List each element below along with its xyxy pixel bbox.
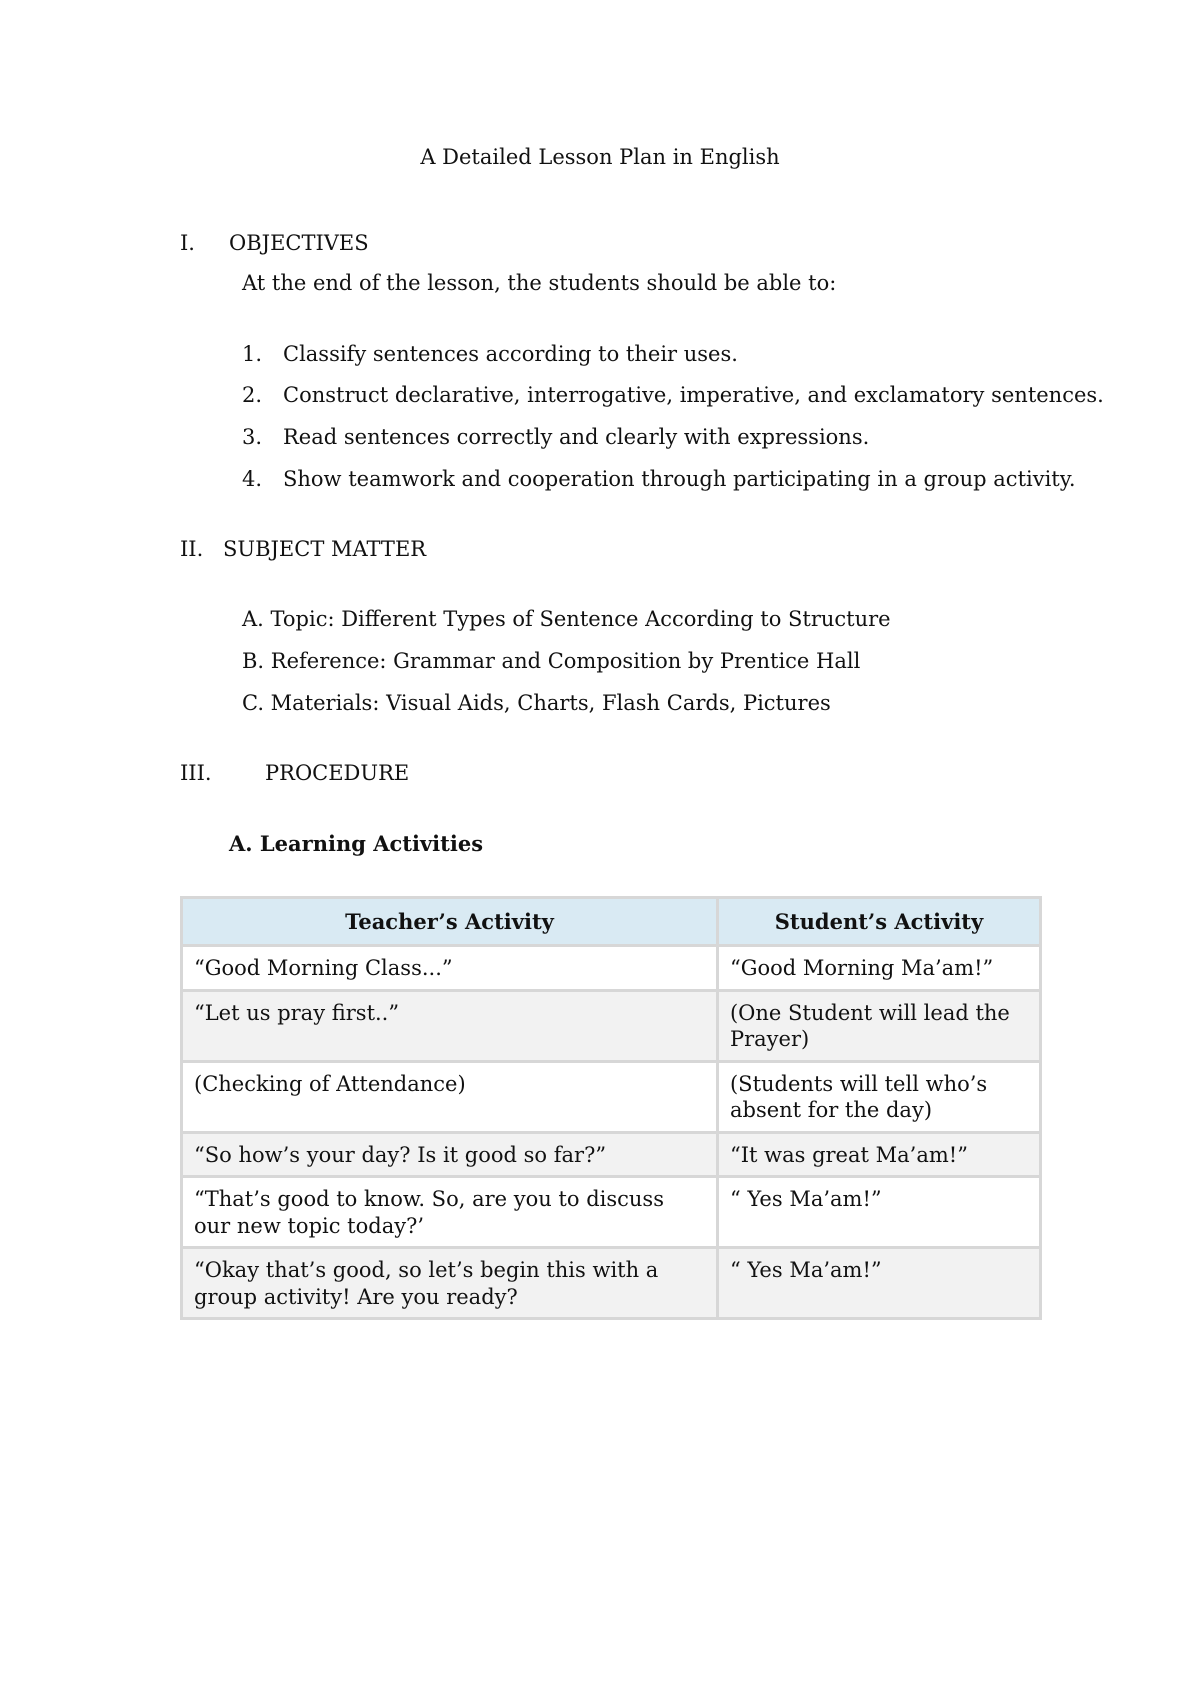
table-row [182,1248,1041,1319]
learning-activities-table [180,896,1042,1320]
objective-text: Read sentences correctly and clearly with expressions. [283,425,870,449]
objective-number: 4. [242,467,263,491]
section-numeral-objectives: I. [180,231,195,255]
table-header-row [182,898,1041,946]
teacher-activity-cell: “So how’s your day? Is it good so far?” [182,1132,718,1176]
section-heading-procedure: PROCEDURE [265,761,410,785]
learning-activities-heading: A. Learning Activities [229,831,484,856]
table-row [182,1132,1041,1176]
objective-text: Show teamwork and cooperation through participating in a group activity. [283,467,1076,491]
teacher-activity-cell: “That’s good to know. So, are you to discuss our new topic today?’ [182,1177,718,1248]
objective-number: 3. [242,425,263,449]
objective-number: 2. [242,383,263,407]
teacher-activity-cell: “Good Morning Class...” [182,946,718,990]
objective-text: Classify sentences according to their uses. [283,342,738,366]
student-activity-cell: “Good Morning Ma’am!” [717,946,1040,990]
table-row [182,1177,1041,1248]
document-title: A Detailed Lesson Plan in English [420,145,780,169]
teacher-activity-header: Teacher’s Activity [182,898,718,946]
student-activity-cell: “ Yes Ma’am!” [717,1248,1040,1319]
student-activity-cell: “ Yes Ma’am!” [717,1177,1040,1248]
table-row [182,1061,1041,1132]
student-activity-cell: (Students will tell who’s absent for the day) [717,1061,1040,1132]
subject-matter-reference: B. Reference: Grammar and Composition by Prentice Hall [242,649,861,673]
objective-number: 1. [242,342,263,366]
objective-text: Construct declarative, interrogative, imperative, and exclamatory sentences. [283,383,1104,407]
teacher-activity-cell: “Okay that’s good, so let’s begin this with a group activity! Are you ready? [182,1248,718,1319]
subject-matter-topic: A. Topic: Different Types of Sentence According to Structure [242,607,891,631]
student-activity-cell: “It was great Ma’am!” [717,1132,1040,1176]
subject-matter-materials: C. Materials: Visual Aids, Charts, Flash Cards, Pictures [242,691,831,715]
table-row [182,946,1041,990]
teacher-activity-cell: (Checking of Attendance) [182,1061,718,1132]
student-activity-header: Student’s Activity [717,898,1040,946]
teacher-activity-cell: “Let us pray first..” [182,990,718,1061]
section-heading-objectives: OBJECTIVES [229,231,369,255]
section-numeral-procedure: III. [180,761,212,785]
section-numeral-subject-matter: II. [180,537,204,561]
student-activity-cell: (One Student will lead the Prayer) [717,990,1040,1061]
objectives-intro: At the end of the lesson, the students should be able to: [242,271,837,295]
section-heading-subject-matter: SUBJECT MATTER [223,537,427,561]
table-row [182,990,1041,1061]
